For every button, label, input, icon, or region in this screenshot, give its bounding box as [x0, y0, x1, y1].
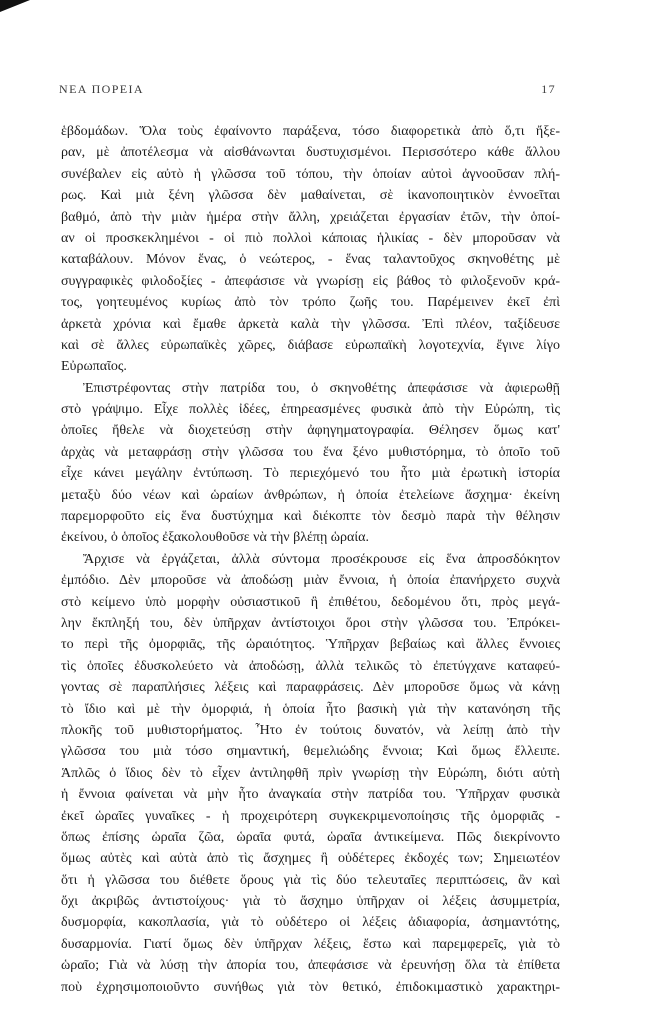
text-line: τος, γοητευμένος κυρίως ἀπὸ τὸν τρόπο ζωῆς του. Παρέμεινεν ἐκεῖ ἐπὶ: [61, 295, 560, 311]
corner-scan-mark: [0, 0, 30, 12]
text-line: ὁποῖες ἤθελε νὰ διοχετεύσῃ στὴν ἀφηγηματογραφία. Θέλησεν ὅμως κατ': [61, 423, 560, 439]
text-line: το περὶ τῆς ὀμορφιᾶς, τῆς ὡραιότητος. Ὑπῆρχαν βεβαίως καὶ ἄλλες ἔννοιες: [61, 637, 560, 653]
text-line: Ἁπλῶς ὁ ἴδιος δὲν τὸ εἶχεν ἀντιληφθῆ πρὶν γνωρίσῃ τὴν Εὐρώπη, διότι αὐτὴ: [61, 765, 560, 781]
text-line: συγγραφικὲς φιλοδοξίες - ἀπεφάσισε νὰ γνωρίσῃ εἰς βάθος τὸ φιλοξενοῦν κρά-: [61, 273, 560, 289]
text-line: ὅτι ἡ γλῶσσα του διέθετε ὅρους γιὰ τὶς δύο τελευταῖες περιπτώσεις, ἂν καὶ: [61, 872, 560, 888]
text-line: εἶχε κάνει μεγάλην ἐντύπωση. Τὸ περιεχόμενό του ἦτο μιὰ ἐρωτικὴ ἱστορία: [61, 466, 560, 482]
text-line: παρεμορφοῦτο εἰς ἕνα δυστύχημα καὶ διέκοπτε τὸν δεσμὸ παρὰ τὴν θέλησιν: [61, 509, 560, 525]
text-line: Εὐρωπαῖος.: [61, 359, 127, 375]
text-line: Ἄρχισε νὰ ἐργάζεται, ἀλλὰ σύντομα προσέκρουσε εἰς ἕνα ἀπροσδόκητον: [83, 551, 560, 567]
text-line: ὡραῖο; Γιὰ νὰ λύσῃ τὴν ἀπορία του, ἀπεφάσισε νὰ ἐρευνήσῃ ὅλα τὰ ἐπίθετα: [61, 958, 560, 974]
text-line: ἐμπόδιο. Δὲν μποροῦσε νὰ ἀποδώσῃ μιὰν ἔννοια, ἡ ὁποία ἐπανήρχετο συχνὰ: [61, 573, 560, 589]
text-line: δυσαρμονία. Γιατί ὅμως δὲν ὑπῆρχαν λέξεις, ἔστω καὶ παρεμφερεῖς, γιὰ τὸ: [61, 936, 560, 952]
text-line: ἐκείνου, ὁ ὁποῖος ἐξακολουθοῦσε νὰ τὴν βλέπῃ ὡραία.: [61, 530, 369, 546]
text-line: καὶ σὲ ἄλλες εὐρωπαϊκὲς χῶρες, διάβασε εὐρωπαϊκὴ λογοτεχνία, ἔγινε λίγο: [61, 337, 560, 353]
text-line: λην ἔκπληξή του, δὲν ὑπῆρχαν ἀντίστοιχοι ὅροι στὴν γλῶσσα του. Ἐπρόκει-: [61, 615, 560, 631]
running-title: ΝΕΑ ΠΟΡΕΙΑ: [59, 82, 144, 96]
text-line: βαθμό, ἀπὸ τὴν μιὰν ἡμέρα στὴν ἄλλη, χρειάζεται ἐργασίαν ἐτῶν, τὴν ὁποί-: [61, 209, 560, 225]
text-line: δυσμορφία, κακοπλασία, γιὰ τὸ οὐδέτερο οἱ λέξεις ἀδιαφορία, ἀσημαντότης,: [61, 915, 560, 931]
page-header: [59, 82, 556, 97]
text-line: Ἐπιστρέφοντας στὴν πατρίδα του, ὁ σκηνοθέτης ἀπεφάσισε νὰ ἀφιερωθῇ: [83, 380, 560, 396]
text-line: ἀρκετὰ χρόνια καὶ ἔμαθε ἀρκετὰ καλὰ τὴν γλῶσσα. Ἐπὶ πλέον, ταξίδευσε: [61, 316, 560, 332]
text-line: ραν, μὲ ἀποτέλεσμα νὰ αἰσθάνωνται δυστυχισμένοι. Περισσότερο κάθε ἄλλου: [61, 145, 560, 161]
text-line: συνέβαλεν εἰς αὐτὸ ἡ γλῶσσα τοῦ τόπου, τὴν ὁποίαν αὐτοὶ ἀγνοοῦσαν πλή-: [61, 166, 560, 182]
text-line: ὅπως ἐπίσης ὡραῖα ζῶα, ὡραῖα φυτά, ὡραῖα ἀντικείμενα. Πῶς διεκρίνοντο: [61, 829, 560, 845]
text-line: στὸ γράψιμο. Εἶχε πολλὲς ἰδέες, ἐπηρεασμένες φυσικὰ ἀπὸ τὴν Εὐρώπη, τὶς: [61, 402, 560, 418]
text-line: ἐκεῖ ὡραῖες γυναῖκες - ἡ προχειρότερη συγκεκριμενοποίησις τῆς ὀμορφιᾶς -: [61, 808, 560, 824]
text-line: γοντας σὲ παραπλήσιες λέξεις καὶ παραφράσεις. Δὲν μποροῦσε ὅμως νὰ κάνῃ: [61, 680, 560, 696]
text-line: ρως. Καὶ μιὰ ξένη γλῶσσα δὲν μαθαίνεται, σὲ ἱκανοποιητικὸν ἐννοεῖται: [61, 188, 560, 204]
text-line: γλῶσσα του μιὰ τόσο σημαντική, θεμελιώδης ἔννοια; Καὶ ὅμως ἔλλειπε.: [61, 744, 560, 760]
text-line: μεταξὺ δύο νέων καὶ ὡραίων ἀνθρώπων, ἡ ὁποία ἐτελείωνε ἄσχημα· ἐκείνη: [61, 487, 560, 503]
text-line: καταβάλουν. Μόνον ἕνας, ὁ νεώτερος, - ἕνας ταλαντοῦχος σκηνοθέτης μὲ: [61, 252, 560, 268]
text-line: ὅμως αὐτὲς καὶ αὐτὰ ἀπὸ τὶς ἄσχημες ἢ οὐδέτερες ἐκδοχές των; Σημειωτέον: [61, 851, 560, 867]
text-line: ποὺ ἐχρησιμοποιοῦντο συνήθως γιὰ τὸν θετικό, ἐπιδοκιμαστικὸ χαρακτηρι-: [61, 979, 560, 995]
text-line: τὸ ἴδιο καὶ μὲ τὴν ὀμορφιά, ἡ ὁποία ἦτο βασικὴ γιὰ τὴν κατανόηση τῆς: [61, 701, 560, 717]
text-line: πλοκῆς τοῦ μυθιστορήματος. Ἦτο ἐν τούτοις δυνατόν, νὰ λείπῃ ἀπὸ τὴν: [61, 722, 560, 738]
text-line: ἀρχὰς νὰ μεταφράσῃ στὴν γλῶσσα του ἕνα ξένο μυθιστόρημα, τὸ ὁποῖο τοῦ: [61, 444, 560, 460]
text-line: τὶς ὁποῖες ἐδυσκολεύετο νὰ ἀποδώσῃ, ἀλλὰ τελικῶς τὸ ἐπετύγχανε καταφεύ-: [61, 658, 560, 674]
text-line: ὄχι ἀκριβῶς ἀντιστοίχους· γιὰ τὸ ἄσχημο ὑπῆρχαν οἱ λέξεις ἀσυμμετρία,: [61, 894, 560, 910]
text-line: στὸ κείμενο ὑπὸ μορφὴν οὐσιαστικοῦ ἢ ἐπιθέτου, δεδομένου ὅτι, πρὸς μεγά-: [61, 594, 560, 610]
text-body: [61, 121, 560, 998]
page-number: 17: [541, 82, 556, 96]
text-line: ἡ ἔννοια φαίνεται νὰ μὴν ἦτο ἀναγκαία στὴν πατρίδα του. Ὑπῆρχαν φυσικὰ: [61, 787, 560, 803]
text-line: ἑβδομάδων. Ὅλα τοὺς ἐφαίνοντο παράξενα, τόσο διαφορετικὰ ἀπὸ ὅ,τι ἤξε-: [61, 124, 560, 139]
text-line: αν οἱ προσκεκλημένοι - οἱ πιὸ πολλοὶ κάποιας ἡλικίας - δὲν μποροῦσαν νὰ: [61, 230, 560, 246]
